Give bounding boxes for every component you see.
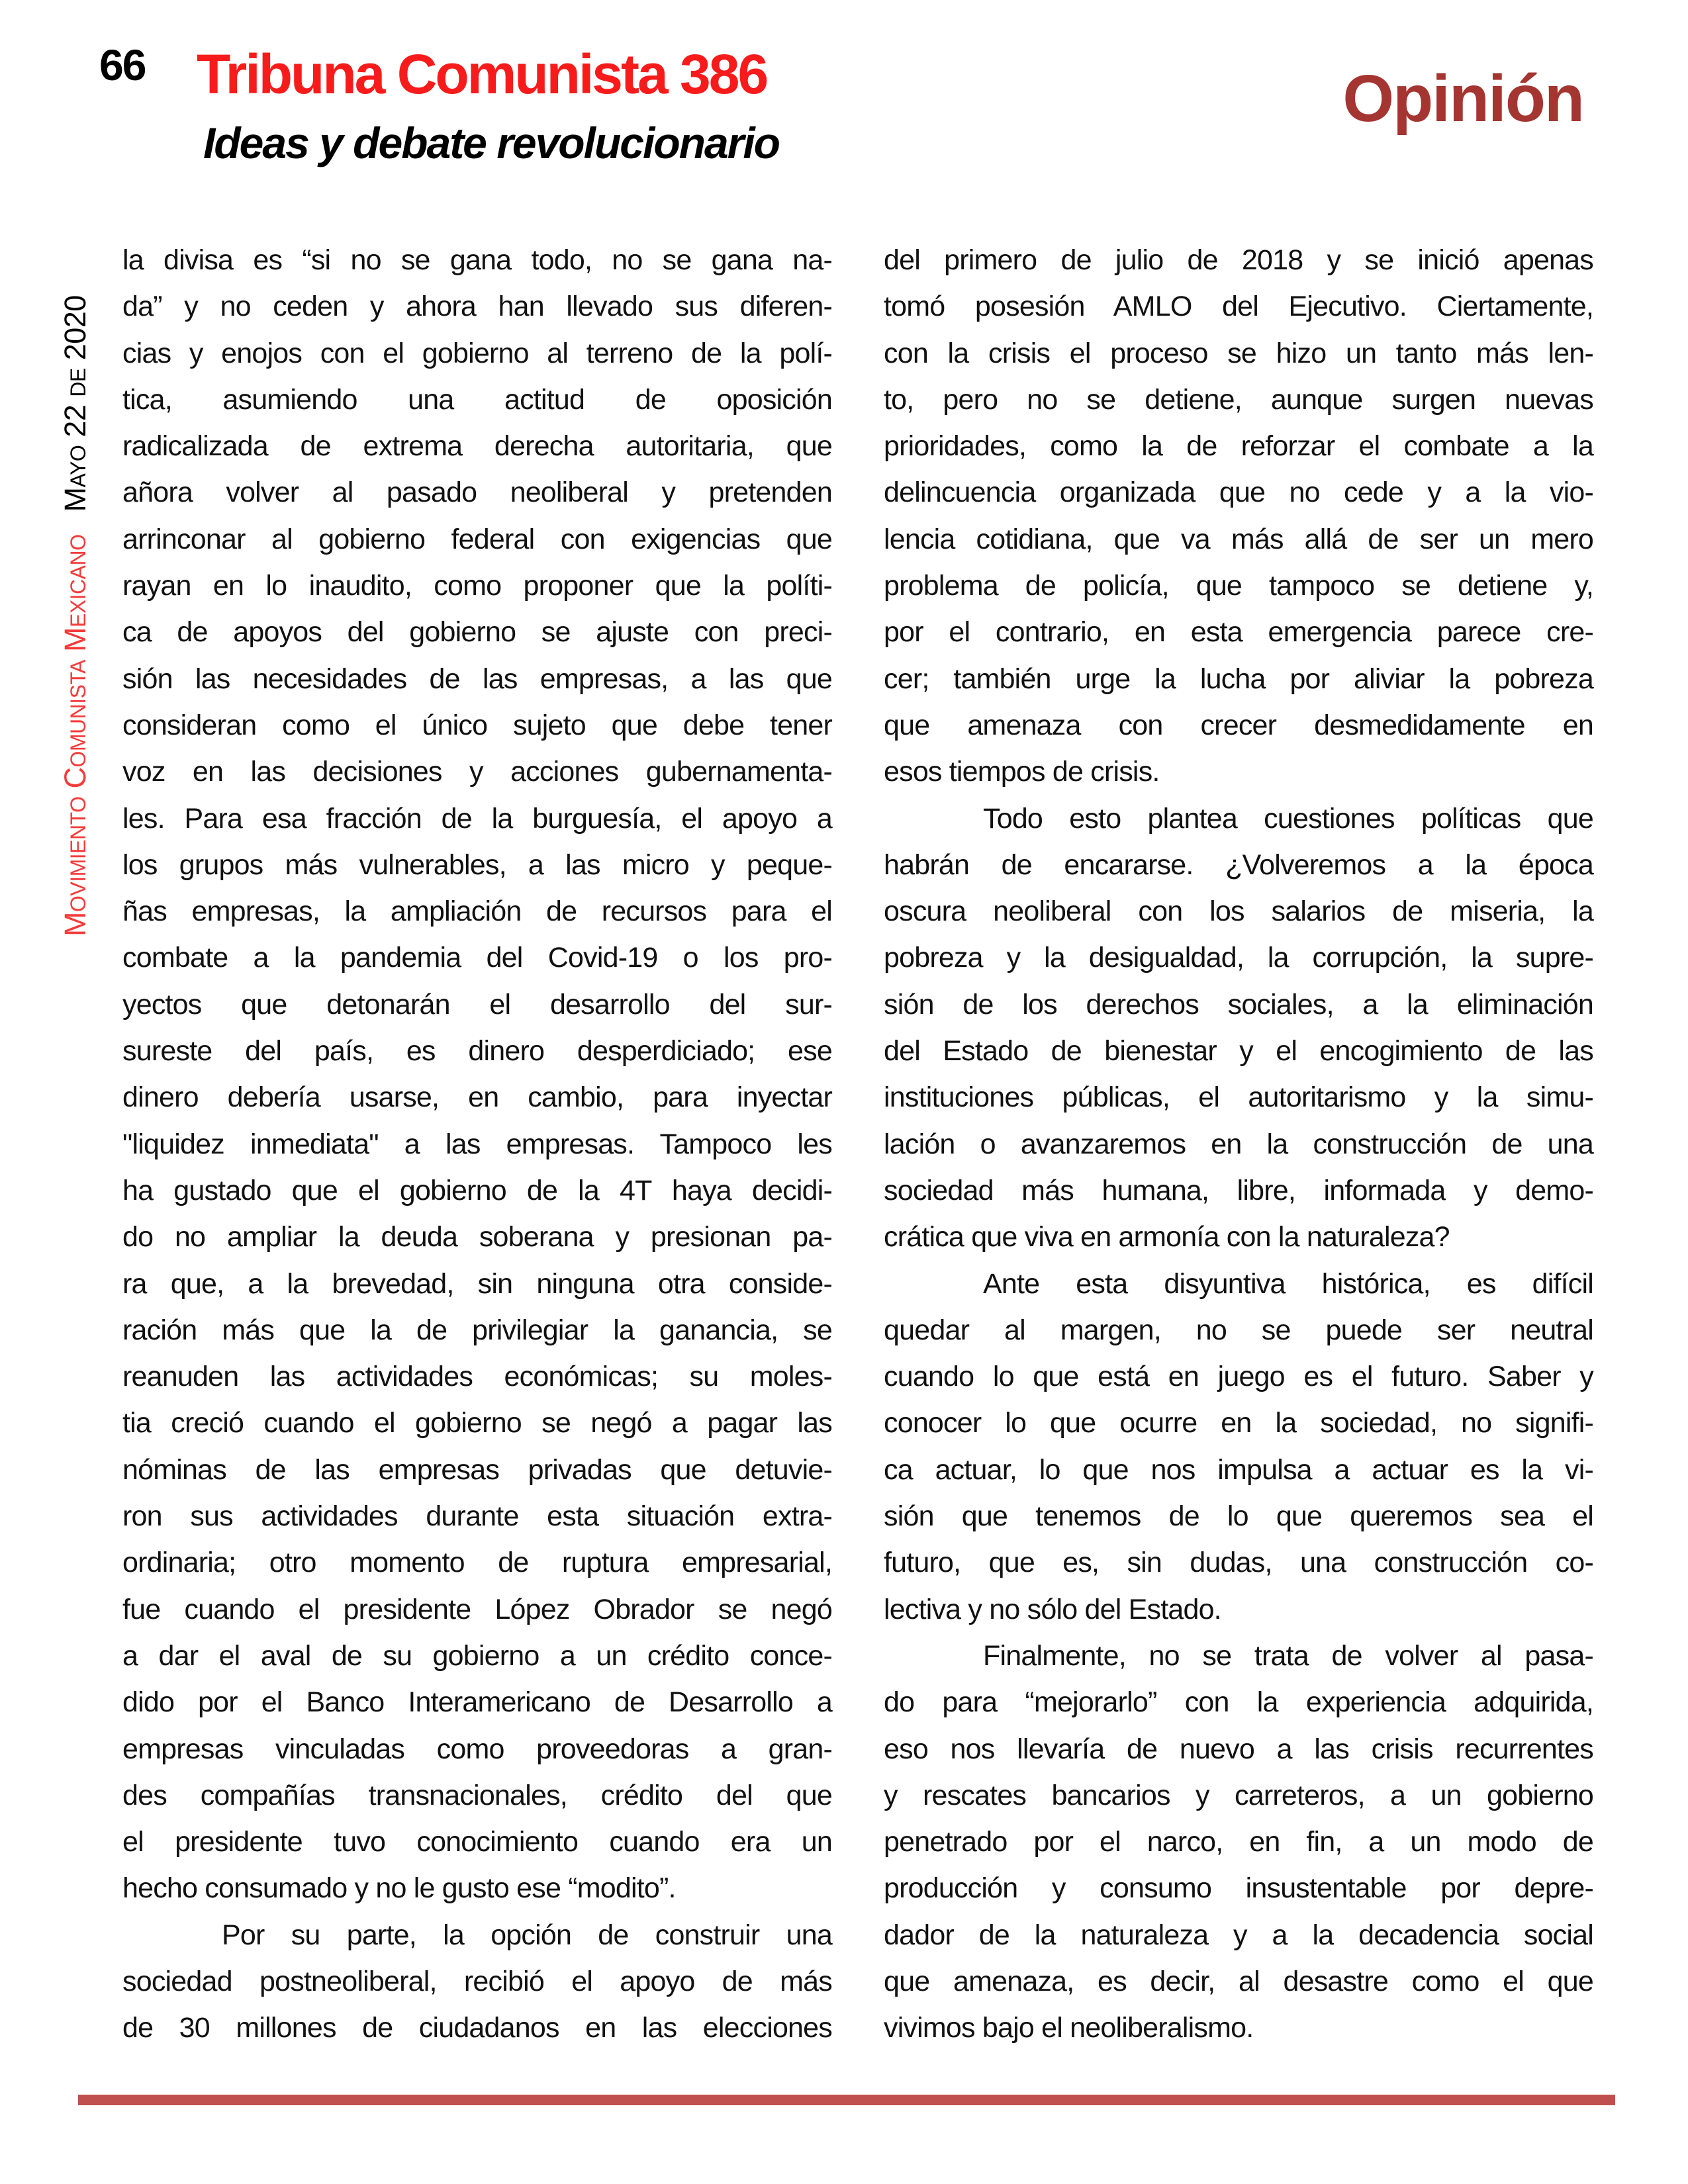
text-line: ca actuar, lo que nos impulsa a actuar es la vi- bbox=[884, 1453, 1593, 1486]
masthead-subtitle: Ideas y debate revolucionario bbox=[203, 118, 779, 167]
text-line: ha gustado que el gobierno de la 4T haya decidi- bbox=[122, 1174, 832, 1206]
text-line: eso nos llevaría de nuevo a las crisis recurrentes bbox=[884, 1733, 1593, 1765]
text-line: delincuencia organizada que no cede y a la vio- bbox=[884, 477, 1593, 509]
text-line: to, pero no se detiene, aunque surgen nuevas bbox=[884, 383, 1593, 416]
text-line: ca de apoyos del gobierno se ajuste con preci- bbox=[122, 616, 832, 649]
text-line: prioridades, como la de reforzar el combate a la bbox=[884, 430, 1593, 463]
sidebar-rotated-line bbox=[57, 218, 94, 936]
text-line: lación o avanzaremos en la construcción de una bbox=[884, 1128, 1593, 1160]
text-line: crática que viva en armonía con la naturaleza? bbox=[884, 1221, 1450, 1253]
text-line: cias y enojos con el gobierno al terreno de la polí- bbox=[122, 337, 832, 369]
text-line: hecho consumado y no le gusto ese “modito”. bbox=[122, 1872, 676, 1905]
text-line: "liquidez inmediata" a las empresas. Tampoco les bbox=[122, 1128, 832, 1160]
text-line: voz en las decisiones y acciones gubernamenta- bbox=[122, 756, 832, 788]
text-line: yectos que detonarán el desarrollo del sur- bbox=[122, 988, 832, 1021]
text-line: ración más que la de privilegiar la ganancia, se bbox=[122, 1314, 832, 1346]
text-line: rayan en lo inaudito, como proponer que la políti- bbox=[122, 570, 832, 602]
text-line: nóminas de las empresas privadas que detuvie- bbox=[122, 1453, 832, 1486]
text-line: tomó posesión AMLO del Ejecutivo. Ciertamente, bbox=[884, 291, 1593, 323]
text-line: Todo esto plantea cuestiones políticas que bbox=[983, 802, 1593, 835]
text-line: sureste del país, es dinero desperdiciado; ese bbox=[122, 1035, 832, 1068]
text-line: sión las necesidades de las empresas, a las que bbox=[122, 662, 832, 695]
text-line: cer; también urge la lucha por aliviar la pobreza bbox=[884, 662, 1593, 695]
text-line: vivimos bajo el neoliberalismo. bbox=[884, 2012, 1254, 2044]
text-line: radicalizada de extrema derecha autoritaria, que bbox=[122, 430, 832, 463]
text-line: y rescates bancarios y carreteros, a un gobierno bbox=[884, 1779, 1593, 1811]
text-line: que amenaza, es decir, al desastre como el que bbox=[884, 1965, 1593, 1997]
text-line: sociedad más humana, libre, informada y demo- bbox=[884, 1174, 1593, 1206]
text-line: do no ampliar la deuda soberana y presionan pa- bbox=[122, 1221, 832, 1253]
text-line: combate a la pandemia del Covid-19 o los pro- bbox=[122, 942, 832, 974]
text-line: da” y no ceden y ahora han llevado sus diferen- bbox=[122, 291, 832, 323]
text-line: que amenaza con crecer desmedidamente en bbox=[884, 709, 1593, 741]
text-line: del Estado de bienestar y el encogimiento de las bbox=[884, 1035, 1593, 1068]
text-line: empresas vinculadas como proveedoras a gran- bbox=[122, 1733, 832, 1765]
text-line: con la crisis el proceso se hizo un tanto más len- bbox=[884, 337, 1593, 369]
text-line: sociedad postneoliberal, recibió el apoyo de más bbox=[122, 1965, 832, 1997]
left-column bbox=[122, 237, 832, 2052]
text-line: penetrado por el narco, en fin, a un modo de bbox=[884, 1826, 1593, 1858]
text-line: dinero debería usarse, en cambio, para inyectar bbox=[122, 1081, 832, 1114]
text-line: lencia cotidiana, que va más allá de ser un mero bbox=[884, 523, 1593, 555]
text-line: conocer lo que ocurre en la sociedad, no signifi- bbox=[884, 1407, 1593, 1439]
text-line: oscura neoliberal con los salarios de miseria, la bbox=[884, 895, 1593, 928]
text-line: consideran como el único sujeto que debe tener bbox=[122, 709, 832, 741]
text-line: esos tiempos de crisis. bbox=[884, 756, 1160, 788]
text-line: reanuden las actividades económicas; su moles- bbox=[122, 1361, 832, 1393]
text-line: ron sus actividades durante esta situación extra- bbox=[122, 1500, 832, 1533]
text-line: a dar el aval de su gobierno a un crédito conce- bbox=[122, 1639, 832, 1672]
text-line: ñas empresas, la ampliación de recursos para el bbox=[122, 895, 832, 928]
text-line: des compañías transnacionales, crédito del que bbox=[122, 1779, 832, 1811]
text-line: arrinconar al gobierno federal con exigencias que bbox=[122, 523, 832, 555]
page-number: 66 bbox=[99, 40, 146, 89]
text-line: lectiva y no sólo del Estado. bbox=[884, 1593, 1221, 1625]
masthead-title: Tribuna Comunista 386 bbox=[197, 43, 767, 105]
text-line: tica, asumiendo una actitud de oposición bbox=[122, 383, 832, 416]
text-line: la divisa es “si no se gana todo, no se gana na- bbox=[122, 244, 832, 276]
right-column bbox=[884, 237, 1593, 2052]
text-line: tia creció cuando el gobierno se negó a pagar las bbox=[122, 1407, 832, 1439]
text-line: sión que tenemos de lo que queremos sea el bbox=[884, 1500, 1593, 1533]
text-line: dador de la naturaleza y a la decadencia social bbox=[884, 1919, 1593, 1951]
text-line: por el contrario, en esta emergencia parece cre- bbox=[884, 616, 1593, 649]
text-line: el presidente tuvo conocimiento cuando era un bbox=[122, 1826, 832, 1858]
text-line: problema de policía, que tampoco se detiene y, bbox=[884, 570, 1593, 602]
text-line: pobreza y la desigualdad, la corrupción, la supre- bbox=[884, 942, 1593, 974]
text-line: añora volver al pasado neoliberal y pretenden bbox=[122, 477, 832, 509]
text-line: Por su parte, la opción de construir una bbox=[222, 1919, 832, 1951]
text-line: habrán de encararse. ¿Volveremos a la época bbox=[884, 848, 1593, 881]
text-line: producción y consumo insustentable por depre- bbox=[884, 1872, 1593, 1905]
sidebar-date: Mayo 22 de 2020 bbox=[58, 295, 92, 512]
text-line: ra que, a la brevedad, sin ninguna otra conside- bbox=[122, 1267, 832, 1300]
sidebar-organization: Movimiento Comunista Mexicano bbox=[58, 534, 92, 936]
text-line: do para “mejorarlo” con la experiencia adquirida, bbox=[884, 1686, 1593, 1719]
text-line: de 30 millones de ciudadanos en las elecciones bbox=[122, 2012, 832, 2044]
bottom-rule bbox=[78, 2095, 1615, 2105]
text-line: dido por el Banco Interamericano de Desarrollo a bbox=[122, 1686, 832, 1719]
text-line: Finalmente, no se trata de volver al pasa- bbox=[983, 1639, 1593, 1672]
text-line: futuro, que es, sin dudas, una construcción co- bbox=[884, 1547, 1593, 1579]
text-line: instituciones públicas, el autoritarismo y la simu- bbox=[884, 1081, 1593, 1114]
text-line: ordinaria; otro momento de ruptura empresarial, bbox=[122, 1547, 832, 1579]
text-line: Ante esta disyuntiva histórica, es difícil bbox=[983, 1267, 1593, 1300]
text-line: sión de los derechos sociales, a la eliminación bbox=[884, 988, 1593, 1021]
text-line: les. Para esa fracción de la burguesía, el apoyo a bbox=[122, 802, 832, 835]
text-line: fue cuando el presidente López Obrador se negó bbox=[122, 1593, 832, 1625]
section-label: Opinión bbox=[1342, 62, 1583, 136]
text-line: cuando lo que está en juego es el futuro. Saber y bbox=[884, 1361, 1593, 1393]
text-line: los grupos más vulnerables, a las micro y peque- bbox=[122, 848, 832, 881]
text-line: del primero de julio de 2018 y se inició apenas bbox=[884, 244, 1593, 276]
text-line: quedar al margen, no se puede ser neutral bbox=[884, 1314, 1593, 1346]
